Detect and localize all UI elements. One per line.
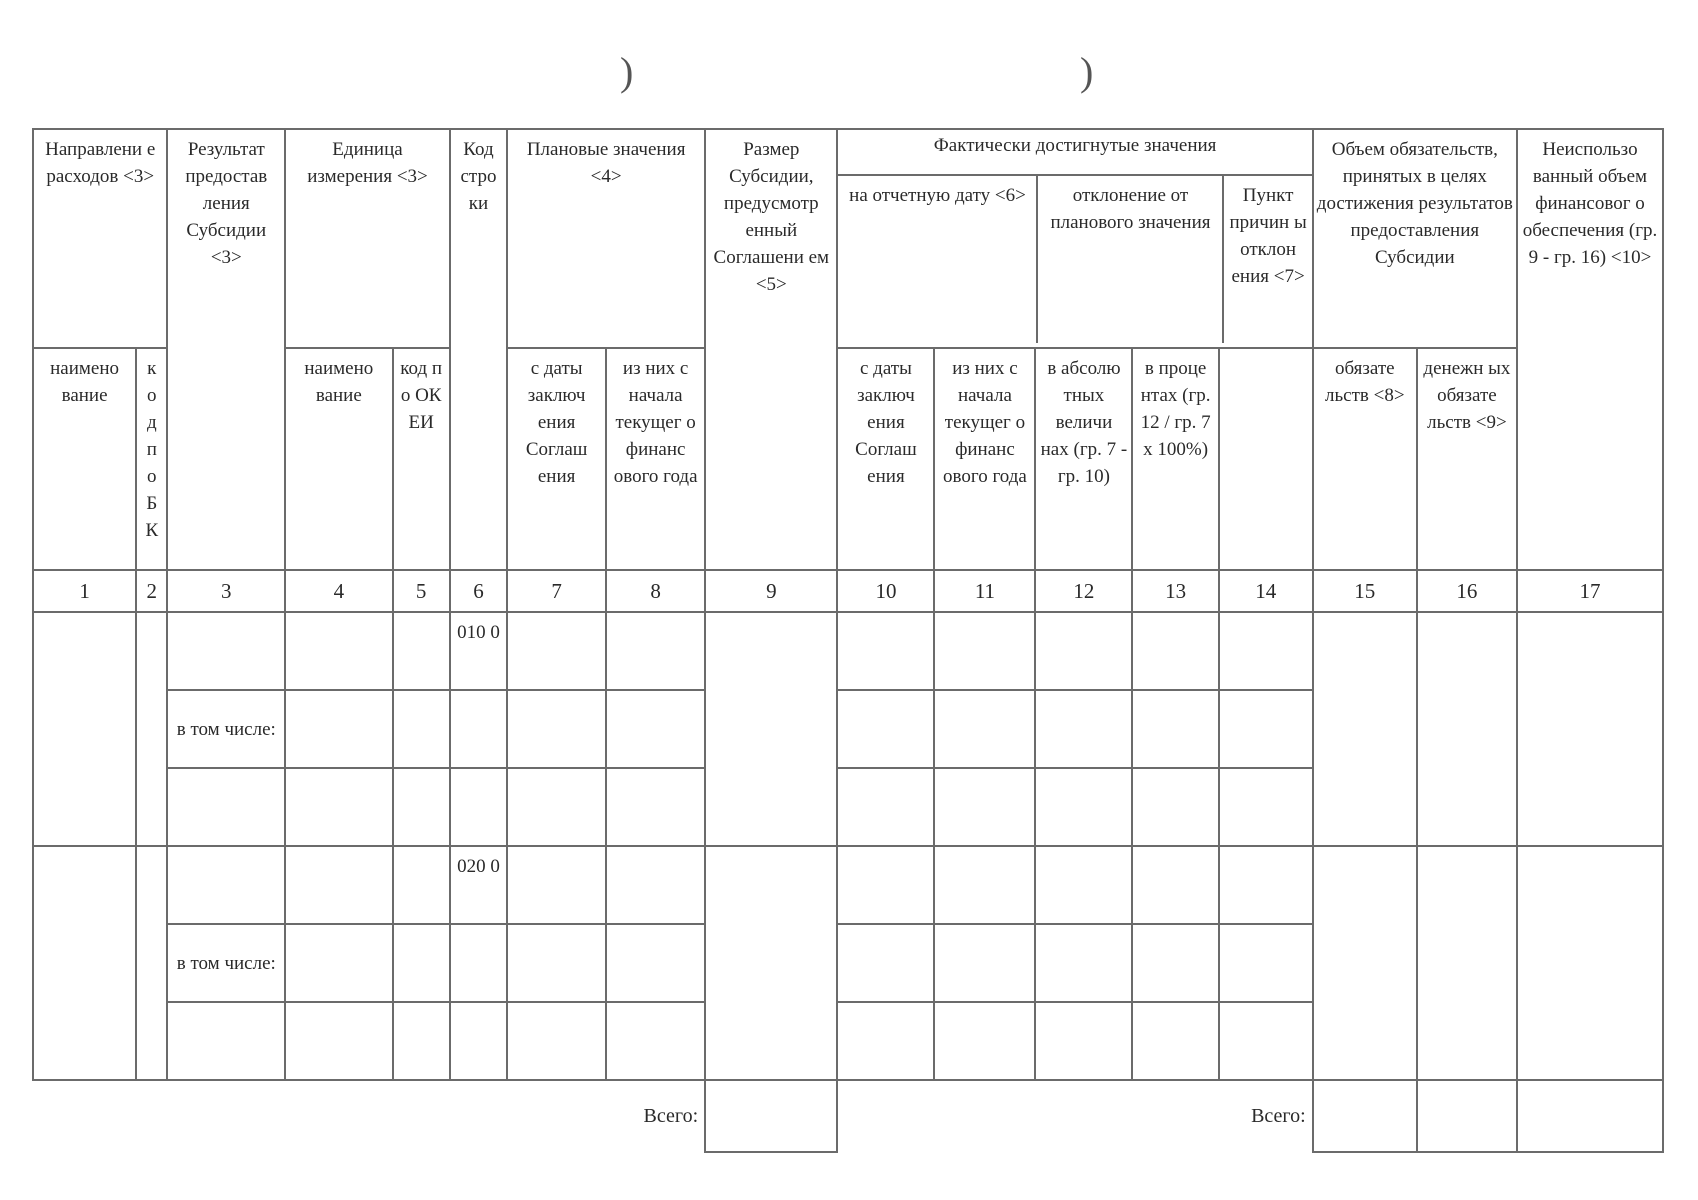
cell-subsidy-size xyxy=(705,846,837,1080)
header-result: Результат предостав ления Субсидии <3> xyxy=(167,129,285,570)
cell-deviation-absolute xyxy=(1035,924,1132,1002)
header-directions: Направлени е расходов <3> xyxy=(33,129,167,348)
cell-planned-from-agreement xyxy=(507,924,606,1002)
subheader-monetary-obligations: денежн ых обязате льств <9> xyxy=(1417,348,1517,570)
cell-actual-current-year xyxy=(934,846,1035,924)
cell-actual-from-agreement xyxy=(837,612,934,690)
cell-actual-current-year xyxy=(934,690,1035,768)
cell-direction-name xyxy=(33,846,136,1080)
column-number: 14 xyxy=(1219,570,1313,612)
subheader-deviation-percent: в проце нтах (гр. 12 / гр. 7 х 100%) xyxy=(1132,348,1218,570)
column-number: 15 xyxy=(1313,570,1417,612)
cell-planned-current-year xyxy=(606,612,705,690)
total-monetary-obligations xyxy=(1417,1080,1517,1152)
total-subsidy-size xyxy=(705,1080,837,1152)
cell-reason xyxy=(1219,768,1313,846)
column-number: 4 xyxy=(285,570,392,612)
cell-monetary-obligations xyxy=(1417,846,1517,1080)
cell-deviation-percent xyxy=(1132,846,1218,924)
column-number: 9 xyxy=(705,570,837,612)
header-reason: Пункт причин ы отклон ения <7> xyxy=(1229,185,1307,287)
header-row xyxy=(33,129,1663,348)
cell-planned-current-year xyxy=(606,924,705,1002)
cell-line-code: 020 0 xyxy=(450,846,507,924)
header-obligations: Объем обязательств, принятых в целях достижения результатов предоставления Субсидии xyxy=(1313,129,1517,348)
subheader-actual-from-agreement: с даты заключ ения Соглаш ения xyxy=(837,348,934,570)
cell-line-code xyxy=(450,1002,507,1080)
cell-unit-name xyxy=(285,612,392,690)
cell-planned-current-year xyxy=(606,846,705,924)
subheader-okei: код по ОК ЕИ xyxy=(393,348,450,570)
cell-okei xyxy=(393,924,450,1002)
column-number: 5 xyxy=(393,570,450,612)
cell-line-code xyxy=(450,690,507,768)
column-number: 11 xyxy=(934,570,1035,612)
cell-planned-from-agreement xyxy=(507,768,606,846)
cell-reason xyxy=(1219,1002,1313,1080)
cell-reason xyxy=(1219,690,1313,768)
cell-actual-from-agreement xyxy=(837,768,934,846)
total-unused xyxy=(1517,1080,1663,1152)
column-number: 12 xyxy=(1035,570,1132,612)
cell-kbk xyxy=(136,846,167,1080)
total-label-left: Всего: xyxy=(643,1105,699,1127)
cell-kbk xyxy=(136,612,167,846)
cell-actual-current-year xyxy=(934,1002,1035,1080)
cell-deviation-percent xyxy=(1132,690,1218,768)
column-number: 1 xyxy=(33,570,136,612)
cell-result xyxy=(167,768,285,846)
table-row xyxy=(33,612,1663,690)
subsidy-report-table xyxy=(32,128,1664,1153)
header-actual: Фактически достигнутые значения xyxy=(838,130,1311,176)
cell-unused xyxy=(1517,612,1663,846)
cell-deviation-absolute xyxy=(1035,612,1132,690)
cell-planned-from-agreement xyxy=(507,690,606,768)
total-label-right: Всего: xyxy=(1251,1105,1306,1127)
subheader-reason-continuation xyxy=(1219,348,1313,570)
cell-planned-from-agreement xyxy=(507,612,606,690)
cell-result xyxy=(167,846,285,924)
cell-result xyxy=(167,612,285,690)
header-deviation: отклонение от планового значения xyxy=(1038,176,1224,343)
cell-result xyxy=(167,1002,285,1080)
cell-actual-current-year xyxy=(934,612,1035,690)
cell-unused xyxy=(1517,846,1663,1080)
subheader-kbk: к о д п о Б К xyxy=(136,348,167,570)
column-number: 3 xyxy=(167,570,285,612)
subheader-name-unit: наимено вание xyxy=(285,348,392,570)
cell-planned-current-year xyxy=(606,768,705,846)
cell-line-code xyxy=(450,924,507,1002)
cell-reason xyxy=(1219,612,1313,690)
cell-planned-from-agreement xyxy=(507,846,606,924)
totals-row xyxy=(33,1080,1663,1152)
scan-mark: ) xyxy=(1080,49,1094,94)
column-number: 6 xyxy=(450,570,507,612)
cell-including-label: в том числе: xyxy=(167,924,285,1002)
subheader-actual-current-year: из них с начала текущег о финанс ового года xyxy=(934,348,1035,570)
cell-subsidy-size xyxy=(705,612,837,846)
cell-unit-name xyxy=(285,1002,392,1080)
cell-okei xyxy=(393,612,450,690)
cell-reason xyxy=(1219,924,1313,1002)
cell-deviation-absolute xyxy=(1035,690,1132,768)
cell-deviation-percent xyxy=(1132,768,1218,846)
cell-actual-current-year xyxy=(934,924,1035,1002)
column-number: 7 xyxy=(507,570,606,612)
header-line-code: Код стро ки xyxy=(450,129,507,570)
header-subsidy-size: Размер Субсидии, предусмотр енный Соглашени ем <5> xyxy=(705,129,837,570)
subheader-deviation-absolute: в абсолю тных величи нах (гр. 7 - гр. 10) xyxy=(1035,348,1132,570)
cell-okei xyxy=(393,768,450,846)
subheader-name-directions: наимено вание xyxy=(33,348,136,570)
header-planned: Плановые значения <4> xyxy=(507,129,705,348)
cell-deviation-percent xyxy=(1132,612,1218,690)
cell-planned-from-agreement xyxy=(507,1002,606,1080)
column-number: 17 xyxy=(1517,570,1663,612)
cell-unit-name xyxy=(285,768,392,846)
column-number: 8 xyxy=(606,570,705,612)
cell-okei xyxy=(393,690,450,768)
cell-reason xyxy=(1219,846,1313,924)
cell-deviation-percent xyxy=(1132,1002,1218,1080)
column-number-row xyxy=(33,570,1663,612)
cell-okei xyxy=(393,1002,450,1080)
header-unused: Неиспользо ванный объем финансовог о обеспечения (гр. 9 - гр. 16) <10> xyxy=(1517,129,1663,570)
cell-deviation-absolute xyxy=(1035,1002,1132,1080)
cell-obligations xyxy=(1313,846,1417,1080)
cell-actual-from-agreement xyxy=(837,924,934,1002)
header-unit: Единица измерения <3> xyxy=(285,129,450,348)
cell-deviation-percent xyxy=(1132,924,1218,1002)
cell-unit-name xyxy=(285,924,392,1002)
table-row xyxy=(33,846,1663,924)
header-actual-on-date: на отчетную дату <6> xyxy=(838,176,1038,343)
cell-monetary-obligations xyxy=(1417,612,1517,846)
subheader-planned-from-agreement: с даты заключ ения Соглаш ения xyxy=(507,348,606,570)
cell-deviation-absolute xyxy=(1035,768,1132,846)
subheader-planned-current-year: из них с начала текущег о финанс ового года xyxy=(606,348,705,570)
column-number: 16 xyxy=(1417,570,1517,612)
scan-mark: ) xyxy=(620,49,634,94)
cell-actual-from-agreement xyxy=(837,690,934,768)
cell-line-code: 010 0 xyxy=(450,612,507,690)
cell-line-code xyxy=(450,768,507,846)
cell-planned-current-year xyxy=(606,1002,705,1080)
header-actual-group xyxy=(837,129,1312,348)
cell-unit-name xyxy=(285,690,392,768)
cell-actual-from-agreement xyxy=(837,846,934,924)
subheader-obligations: обязате льств <8> xyxy=(1313,348,1417,570)
total-obligations xyxy=(1313,1080,1417,1152)
cell-direction-name xyxy=(33,612,136,846)
cell-unit-name xyxy=(285,846,392,924)
cell-actual-from-agreement xyxy=(837,1002,934,1080)
cell-deviation-absolute xyxy=(1035,846,1132,924)
cell-actual-current-year xyxy=(934,768,1035,846)
cell-including-label: в том числе: xyxy=(167,690,285,768)
column-number: 2 xyxy=(136,570,167,612)
cell-obligations xyxy=(1313,612,1417,846)
column-number: 13 xyxy=(1132,570,1218,612)
cell-okei xyxy=(393,846,450,924)
column-number: 10 xyxy=(837,570,934,612)
cell-planned-current-year xyxy=(606,690,705,768)
